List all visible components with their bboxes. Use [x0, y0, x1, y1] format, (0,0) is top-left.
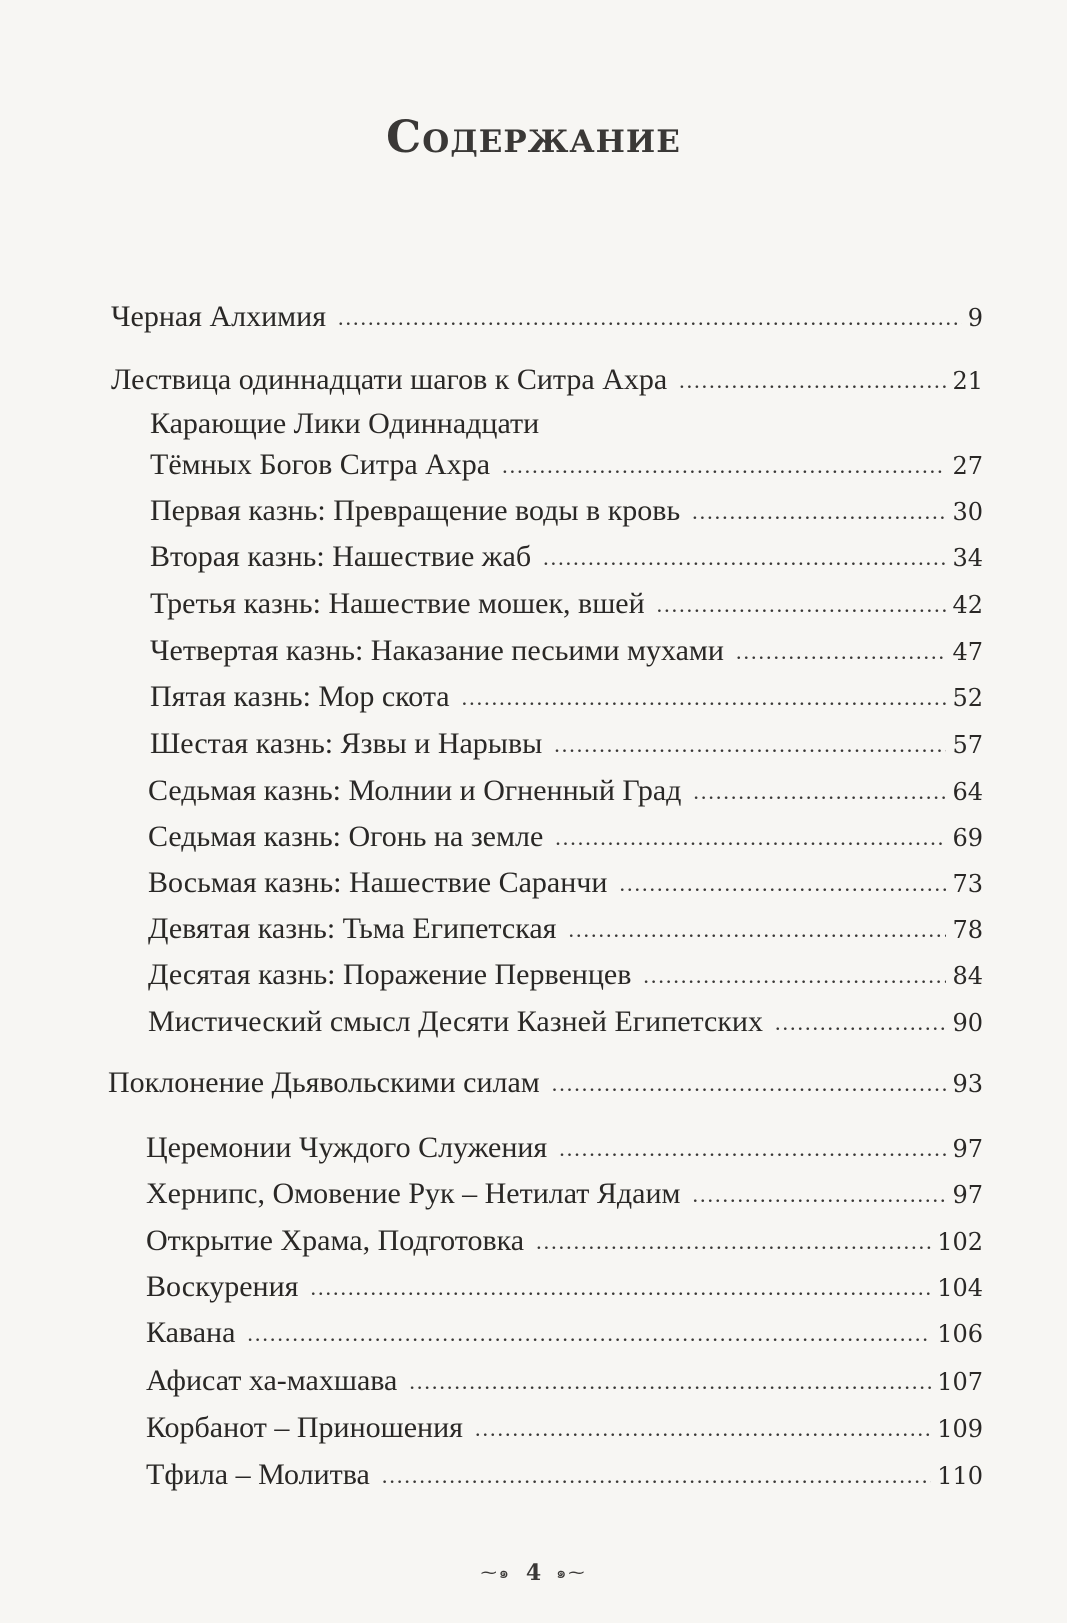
page-title: Содержание [386, 112, 681, 163]
toc-entry[interactable] [111, 363, 983, 399]
toc-entry-page: 84 [952, 962, 983, 990]
toc-entry-page: 27 [952, 452, 983, 480]
toc-entry-page: 102 [937, 1228, 983, 1256]
leader-dots [536, 1225, 931, 1259]
toc-entry[interactable] [150, 680, 983, 716]
toc-entry-label: Седьмая казнь: Огонь на земле [148, 820, 544, 853]
toc-entry-label: Лествица одиннадцати шагов к Ситра Ахра [111, 363, 668, 396]
toc-entry-label: Открытие Храма, Подготовка [146, 1224, 525, 1257]
toc-entry[interactable] [146, 1224, 983, 1260]
toc-entry[interactable] [146, 1411, 983, 1447]
leader-dots [559, 1132, 946, 1166]
leader-dots [475, 1412, 931, 1446]
toc-entry-label: Черная Алхимия [111, 300, 327, 333]
toc-entry-page: 78 [952, 916, 983, 944]
leader-dots [736, 635, 947, 669]
toc-entry[interactable] [150, 448, 983, 484]
toc-entry[interactable] [148, 820, 983, 856]
toc-entry[interactable] [108, 1066, 983, 1102]
leader-dots [502, 449, 946, 483]
toc-entry[interactable] [146, 1131, 983, 1167]
page-footer [0, 1560, 1067, 1586]
toc-entry-label: Четвертая казнь: Наказание песьими мухами [150, 634, 724, 667]
toc-entry-label-line1: Карающие Лики Одиннадцати [150, 407, 540, 440]
toc-entry-page: 21 [952, 367, 983, 395]
toc-entry[interactable] [146, 1270, 983, 1306]
leader-dots [382, 1459, 931, 1493]
toc-entry-label: Афисат ха-махшава [146, 1364, 398, 1397]
toc-entry[interactable] [146, 1177, 983, 1213]
leader-dots [657, 588, 947, 622]
toc-entry-label: Церемонии Чуждого Служения [146, 1131, 548, 1164]
toc-entry-label: Кавана [146, 1316, 236, 1349]
toc-entry-label: Хернипс, Омовение Рук – Нетилат Ядаим [146, 1177, 681, 1210]
leader-dots [462, 681, 947, 715]
toc-entry[interactable] [150, 494, 983, 530]
toc-entry[interactable] [150, 587, 983, 623]
toc-entry[interactable] [111, 300, 983, 336]
toc-entry-label: Тёмных Богов Ситра Ахра [150, 448, 491, 481]
toc-entry-label: Поклонение Дьявольскими силам [108, 1066, 540, 1099]
toc-entry-page: 30 [952, 498, 983, 526]
toc-entry[interactable] [148, 774, 983, 810]
toc-entry-page: 110 [937, 1462, 983, 1490]
toc-entry-label: Корбанот – Приношения [146, 1411, 463, 1444]
leader-dots [619, 867, 946, 901]
toc-entry-page: 90 [952, 1009, 983, 1037]
toc-entry-label: Мистический смысл Десяти Казней Египетских [148, 1005, 763, 1038]
toc-entry-label: Воскурения [146, 1270, 299, 1303]
leader-dots [554, 728, 946, 762]
toc-entry-page: 106 [937, 1320, 983, 1348]
toc-entry[interactable] [146, 1364, 983, 1400]
leader-dots [555, 821, 946, 855]
toc-entry[interactable] [150, 540, 983, 576]
leader-dots [247, 1317, 931, 1351]
toc-entry-label: Вторая казнь: Нашествие жаб [150, 540, 532, 573]
leader-dots [409, 1365, 931, 1399]
leader-dots [693, 1178, 947, 1212]
page-number: 4 [525, 1560, 542, 1586]
toc-entry-page: 47 [952, 638, 983, 666]
toc-entry-page: 52 [952, 684, 983, 712]
toc-entry-page: 57 [952, 731, 983, 759]
toc-entry-page: 104 [937, 1274, 983, 1302]
toc-entry-label: Первая казнь: Превращение воды в кровь [150, 494, 681, 527]
toc-entry-page: 42 [952, 591, 983, 619]
leader-dots [692, 495, 946, 529]
toc-entry-label: Девятая казнь: Тьма Египетская [148, 912, 557, 945]
leader-dots [775, 1006, 946, 1040]
leader-dots [552, 1067, 947, 1101]
toc-entry-label: Восьмая казнь: Нашествие Саранчи [148, 866, 608, 899]
toc-entry-page: 109 [937, 1415, 983, 1443]
toc-entry-page: 69 [952, 824, 983, 852]
toc-entry[interactable] [148, 1005, 983, 1041]
leader-dots [338, 301, 962, 335]
toc-entry-page: 73 [952, 870, 983, 898]
toc-entry-label: Пятая казнь: Мор скота [150, 680, 450, 713]
leader-dots [310, 1271, 931, 1305]
toc-entry[interactable] [150, 634, 983, 670]
toc-entry-page: 97 [952, 1135, 983, 1163]
toc-entry-page: 97 [952, 1181, 983, 1209]
toc-entry[interactable] [148, 866, 983, 902]
leader-dots [643, 959, 946, 993]
toc-entry-label: Третья казнь: Нашествие мошек, вшей [150, 587, 645, 620]
leader-dots [679, 364, 946, 398]
leader-dots [543, 541, 946, 575]
toc-entry[interactable] [146, 1458, 983, 1494]
ornament-right-icon: ๑⁓ [556, 1563, 587, 1582]
toc-entry[interactable] [146, 1316, 983, 1352]
toc-entry-label: Шестая казнь: Язвы и Нарывы [150, 727, 543, 760]
toc-entry-label: Десятая казнь: Поражение Первенцев [148, 958, 632, 991]
toc-entry-page: 9 [967, 304, 983, 332]
toc-entry-page: 107 [937, 1368, 983, 1396]
toc-entry[interactable] [150, 727, 983, 763]
leader-dots [568, 913, 946, 947]
toc-entry-page: 34 [952, 544, 983, 572]
ornament-left-icon: ⁓๑ [480, 1563, 511, 1582]
toc-entry-label: Тфила – Молитва [146, 1458, 370, 1491]
toc-entry[interactable] [148, 912, 983, 948]
toc-entry-page: 64 [952, 778, 983, 806]
toc-entry-label: Седьмая казнь: Молнии и Огненный Град [148, 774, 682, 807]
leader-dots [693, 775, 946, 809]
toc-entry[interactable] [148, 958, 983, 994]
toc-entry-page: 93 [952, 1070, 983, 1098]
